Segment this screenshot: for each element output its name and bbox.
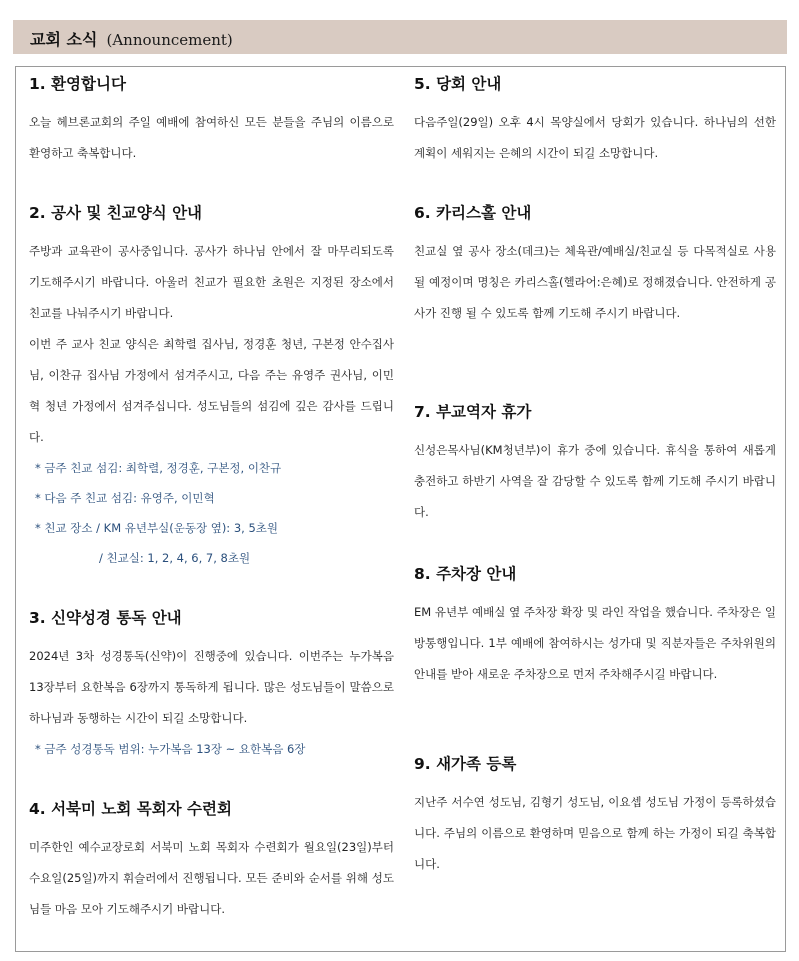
header-bar xyxy=(13,20,787,54)
section-body: 주방과 교육관이 공사중입니다. 공사가 하나님 안에서 잘 마무리되도록 기도해주시기 바랍니다. 아울러 친교가 필요한 초원은 지정된 장소에서 친교를 나눠주시기 바랍니다. xyxy=(29,244,394,320)
section-construction xyxy=(29,202,394,573)
section-session xyxy=(414,73,776,169)
section-parking xyxy=(414,563,776,690)
section-body: EM 유년부 예배실 옆 주차장 확장 및 라인 작업을 했습니다. 주차장은 일방통행입니다. 1부 예배에 참여하시는 성가대 및 직분자들은 주차위원의 안내를 받아 새로운 주차장으로 먼저 주차해주시길 바랍니다. xyxy=(414,605,776,681)
section-title: 7. 부교역자 휴가 xyxy=(414,403,532,421)
section-title: 5. 당회 안내 xyxy=(414,75,502,93)
section-charis-hall xyxy=(414,202,776,329)
section-bible-reading xyxy=(29,607,394,764)
section-body: 다음주일(29일) 오후 4시 목양실에서 당회가 있습니다. 하나님의 선한 계획이 세워지는 은혜의 시간이 되길 소망합니다. xyxy=(414,115,776,160)
section-title: 1. 환영합니다 xyxy=(29,75,126,93)
note-item: * 금주 친교 섬김: 최학렬, 정경훈, 구본정, 이찬규 xyxy=(35,461,282,475)
note-item: / 친교실: 1, 2, 4, 6, 7, 8초원 xyxy=(99,551,251,565)
section-new-family xyxy=(414,753,776,880)
section-staff-vacation xyxy=(414,401,776,528)
section-retreat xyxy=(29,798,394,925)
note-list xyxy=(29,453,394,573)
section-body: 신성은목사님(KM청년부)이 휴가 중에 있습니다. 휴식을 통하여 새롭게 충전하고 하반기 사역을 잘 감당할 수 있도록 함께 기도해 주시기 바랍니다. xyxy=(414,443,776,519)
section-welcome xyxy=(29,73,394,169)
section-body: 미주한인 예수교장로회 서북미 노회 목회자 수련회가 월요일(23일)부터 수요일(25일)까지 휘슬러에서 진행됩니다. 모든 준비와 순서를 위해 성도님들 마음 모아 기도해주시기 바랍니다. xyxy=(29,840,394,916)
page-title: 교회 소식 xyxy=(30,30,98,49)
note-item: * 금주 성경통독 범위: 누가복음 13장 ~ 요한복음 6장 xyxy=(35,742,306,756)
section-body: 지난주 서수연 성도님, 김형기 성도님, 이요셉 성도님 가정이 등록하셨습니다. 주님의 이름으로 환영하며 믿음으로 함께 하는 가정이 되길 축복합니다. xyxy=(414,795,776,871)
section-title: 2. 공사 및 친교양식 안내 xyxy=(29,204,203,222)
section-body: 이번 주 교사 친교 양식은 최학렬 집사님, 정경훈 청년, 구본정 안수집사님, 이찬규 집사님 가정에서 섬겨주시고, 다음 주는 유영주 권사님, 이민혁 청년 가정에서 섬겨주십니다. 성도님들의 섬김에 깊은 감사를 드립니다. xyxy=(29,337,394,444)
section-title: 8. 주차장 안내 xyxy=(414,565,517,583)
note-item: * 친교 장소 / KM 유년부실(운동장 옆): 3, 5초원 xyxy=(35,521,278,535)
section-body: 친교실 옆 공사 장소(데크)는 체육관/예배실/친교실 등 다목적실로 사용될 예정이며 명칭은 카리스홀(헬라어:은혜)로 정해졌습니다. 안전하게 공사가 진행 될 수 있도록 함께 기도해 주시기 바랍니다. xyxy=(414,244,776,320)
page-subtitle: (Announcement) xyxy=(106,31,233,49)
section-title: 6. 카리스홀 안내 xyxy=(414,204,532,222)
section-title: 3. 신약성경 통독 안내 xyxy=(29,609,182,627)
section-body: 오늘 헤브론교회의 주일 예배에 참여하신 모든 분들을 주님의 이름으로 환영하고 축복합니다. xyxy=(29,115,394,160)
announcement-frame xyxy=(15,66,786,952)
section-body: 2024년 3차 성경통독(신약)이 진행중에 있습니다. 이번주는 누가복음 13장부터 요한복음 6장까지 통독하게 됩니다. 많은 성도님들이 말씀으로 하나님과 동행하는 시간이 되길 소망합니다. xyxy=(29,649,394,725)
note-item: * 다음 주 친교 섬김: 유영주, 이민혁 xyxy=(35,491,215,505)
section-title: 4. 서북미 노회 목회자 수련회 xyxy=(29,800,232,818)
section-title: 9. 새가족 등록 xyxy=(414,755,517,773)
